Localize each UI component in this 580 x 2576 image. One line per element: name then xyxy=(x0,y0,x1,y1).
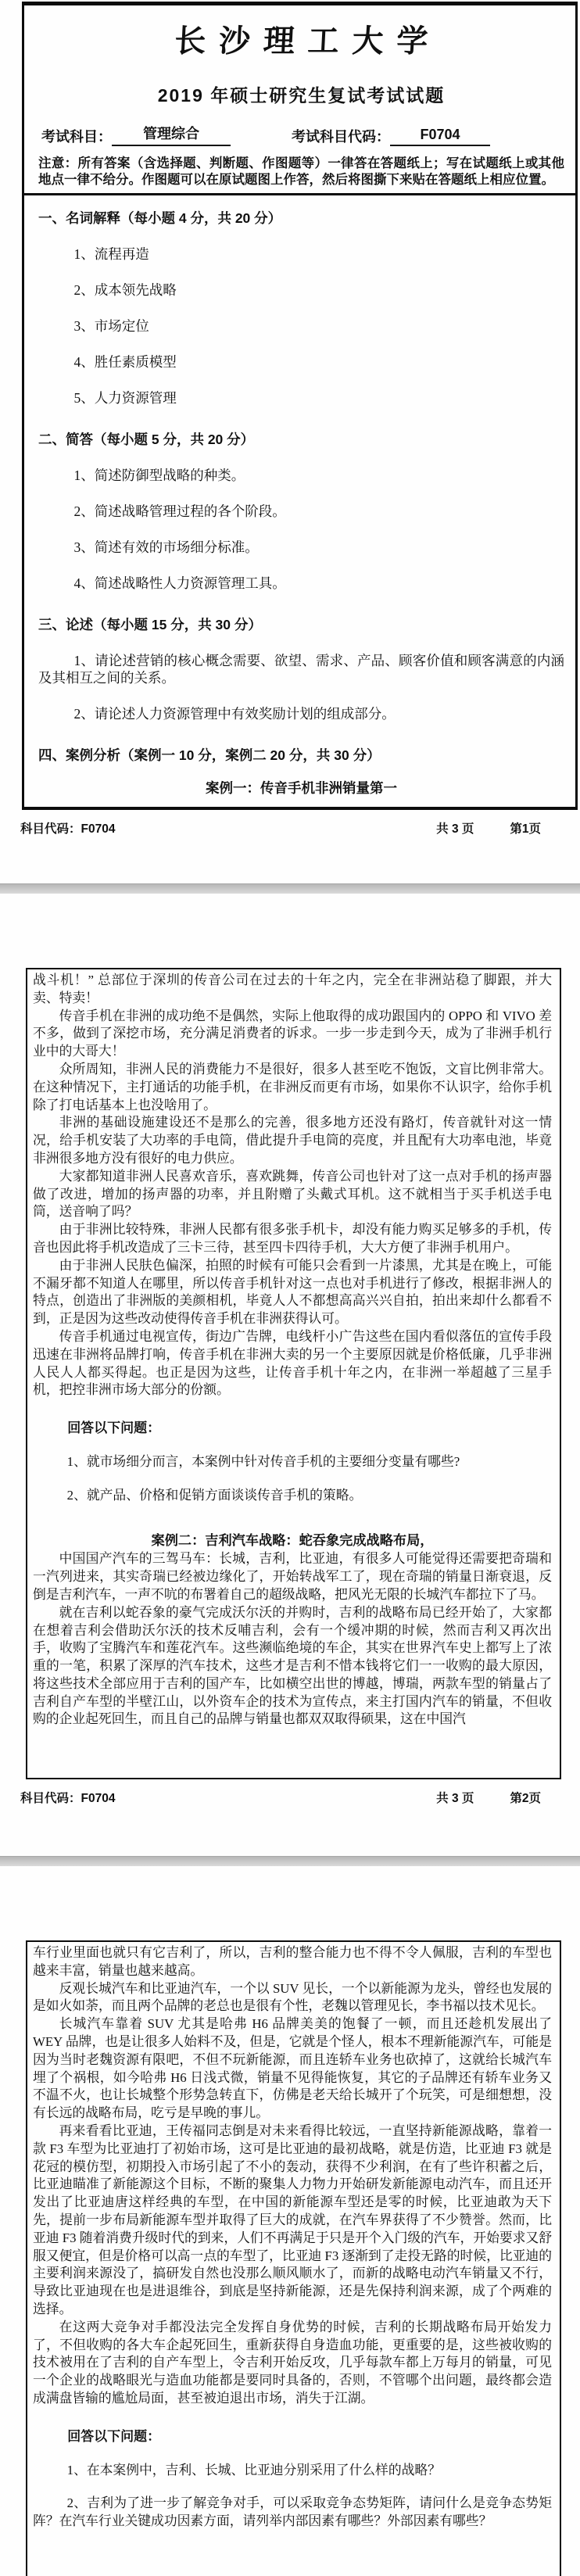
footer-pagination xyxy=(436,819,541,837)
exam-title: 2019 年硕士研究生复试考试试题 xyxy=(157,85,446,106)
case-paragraph: 战斗机！” 总部位于深圳的传音公司在过去的十年之内，完全在非洲站稳了脚跟，并大卖、特卖！ xyxy=(33,973,552,1005)
question-item: 1、流程再造 xyxy=(73,246,149,262)
subject-value: 管理综合 xyxy=(112,123,231,146)
question-item: 1、请论述营销的核心概念需要、欲望、需求、产品、顾客价值和顾客满意的内涵及其相互之间的关系。 xyxy=(38,653,564,686)
question-item: 1、简述防御型战略的种类。 xyxy=(73,468,245,483)
question-item: 2、简述战略管理过程的各个阶段。 xyxy=(73,503,286,519)
subject-code-label: 考试科目代码： xyxy=(292,129,390,145)
section1-items xyxy=(38,245,564,407)
page1-border-frame xyxy=(22,2,578,810)
case-paragraph: 传音手机通过电视宣传，街边广告牌，电线杆小广告这些在国内看似落伍的宣传手段迅速在非洲将品牌打响，传音手机在非洲大卖的另一个主要原因就是价格低廉，几乎非洲人民人人都买得起。也正是因为这些，让传音手机十年之内，在非洲一举超越了三星手机，把控非洲市场大部分的份额。 xyxy=(33,1328,552,1398)
case-paragraph: 传音手机在非洲的成功绝不是偶然，实际上他取得的成功跟国内的 OPPO 和 VIVO 差不多，做到了深挖市场，充分满足消费者的诉求。一步一步走到今天，成为了非洲手机行业中的大哥大！ xyxy=(33,1008,552,1059)
case-paragraph: 由于非洲人民肤色偏深，拍照的时候有可能只会看到一片漆黑，尤其是在晚上，可能不漏牙都不知道人在哪里，所以传音手机针对这一点也对手机进行了修改，根据非洲人的特点，创造出了非洲版的美颜相机，毕竟人人不都想高高兴兴自拍，拍出来却什么都看不到，正是因为这些改动使得传音手机在非洲获得认可。 xyxy=(33,1257,552,1327)
subject-row xyxy=(41,123,564,146)
case1-body xyxy=(33,972,552,1399)
exam-notice: 注意：所有答案（含选择题、判断题、作图题等）一律答在答题纸上；写在试题纸上或其他地点一律不给分。作图题可以在原试题图上作答，然后将图撕下来贴在答题纸上相应位置。 xyxy=(38,156,564,187)
university-title: 长沙理工大学 xyxy=(174,23,442,59)
footer-page-number: 第2页 xyxy=(510,1792,541,1805)
section2-items xyxy=(38,467,564,592)
case-paragraph: 由于非洲比较特殊，非洲人民都有很多张手机卡，却没有能力购买足够多的手机，传音也因此将手机改造成了三卡三待，甚至四卡四待手机，大大方便了非洲手机用户。 xyxy=(33,1222,552,1255)
header-divider xyxy=(24,193,575,195)
footer-page-number: 第1页 xyxy=(510,822,541,836)
question-item: 5、人力资源管理 xyxy=(73,390,177,406)
case-paragraph: 在这两大竞争对手都没法完全发挥自身优势的时候，吉利的长期战略布局开始发力了，不但收购的各大车企起死回生，重新获得自身造血功能，更重要的是，这些被收购的技术被用在了吉利的自产车型上，令吉利开始反攻，几乎每款车都上万每月的销量，可见一个企业的战略眼光与造血功能都是要同时具备的，否则，不管哪个出问题，最终都会造成满盘皆输的尴尬局面，甚至被迫退出市场，消失于江湖。 xyxy=(33,2319,552,2406)
case-paragraph: 长城汽车靠着 SUV 尤其是哈弗 H6 品牌美美的饱餐了一顿，而且还趁机发展出了 WEY 品牌，也是让很多人始料不及，但是，它就是个怪人，根本不理新能源汽车，可能是因为当时老魏资源有限吧，不但不玩新能源，而且连轿车业务也砍掉了，这就给长城汽车埋了个祸根，如今哈弗 H6 日浅式微，销量不见得能恢复，其它的子品牌还有轿车业务又不温不火，也让长城整个形势急转直下，仿佛是老天给长城开了个玩笑，可是细想想，没有长远的战略布局，吃亏是早晚的事儿。 xyxy=(33,2016,552,2121)
case1-questions xyxy=(33,1453,552,1505)
page-separator-band xyxy=(0,883,580,894)
case2-body-continued xyxy=(33,1944,552,2408)
case-paragraph: 非洲的基础设施建设还不是那么的完善，很多地方还没有路灯，传音就针对这一情况，给手机安装了大功率的手电筒，借此提升手电筒的亮度，并且配有大功率电池，毕竟非洲很多地方没有很好的电力供应。 xyxy=(33,1115,552,1166)
case2-title: 案例二：吉利汽车战略：蛇吞象完成战略布局， xyxy=(151,1532,434,1548)
case-question: 2、吉利为了进一步了解竞争对手，可以采取竞争态势矩阵，请问什么是竞争态势矩阵？在汽车行业关键成功因素方面，请列举内部因素有哪些？外部因素有哪些？ xyxy=(33,2495,552,2529)
page2-footer xyxy=(20,1789,541,1806)
question-item: 2、请论述人力资源管理中有效奖励计划的组成部分。 xyxy=(73,706,396,722)
section4-heading: 四、案例分析（案例一 10 分，案例二 20 分，共 30 分） xyxy=(38,747,381,763)
exam-page-3 xyxy=(0,1866,580,2576)
question-item: 4、胜任素质模型 xyxy=(73,354,177,370)
subject-label: 考试科目： xyxy=(41,129,112,145)
section1-heading: 一、名词解释（每小题 4 分，共 20 分） xyxy=(38,210,282,226)
case-paragraph: 反观长城汽车和比亚迪汽车，一个以 SUV 见长，一个以新能源为龙头，曾经也发展的是如火如荼，而且两个品牌的老总也是很有个性，老魏以管理见长，李书福以技术见长。 xyxy=(33,1980,552,2014)
case2-questions xyxy=(33,2462,552,2531)
question-item: 4、简述战略性人力资源管理工具。 xyxy=(73,575,286,591)
case-paragraph: 车行业里面也就只有它吉利了，所以，吉利的整合能力也不得不令人佩服，吉利的车型也越来丰富，销量也越来越高。 xyxy=(33,1945,552,1978)
case1-intro-paragraph xyxy=(38,808,564,810)
page2-border-frame xyxy=(26,968,561,1779)
exam-page-1 xyxy=(0,0,580,883)
footer-subject-code: 科目代码：F0704 xyxy=(20,1792,116,1805)
section3-items xyxy=(38,652,564,722)
case-question: 2、就产品、价格和促销方面谈谈传音手机的策略。 xyxy=(66,1487,363,1503)
page3-border-frame xyxy=(26,1940,561,2576)
case-question: 1、在本案例中，吉利、长城、比亚迪分别采用了什么样的战略？ xyxy=(66,2462,441,2477)
case-paragraph: 就在吉利以蛇吞象的豪气完成沃尔沃的并购时，吉利的战略布局已经开始了，大家都在想着吉利会借助沃尔沃的技术反哺吉利，会有一个缓冲期的时候，然而吉利又再次出手，收购了宝腾汽车和莲花汽车。这些濒临绝境的车企，其实在世界汽车史上都写上了浓重的一笔，积累了深厚的汽车技术，这些才是吉利不惜本钱将它们一一收购的最大原因，将这些技术全部应用于吉利的国产车，比如横空出世的博越，博瑞，两款车型的销量占了吉利自产车型的半壁江山，以外资车企的技术为宣传点，来主打国内汽车的销量，不但收购的企业起死回生，而且自己的品牌与销量也都双双取得硕果，这在中国汽 xyxy=(33,1604,552,1727)
case2-body xyxy=(33,1550,552,1729)
footer-total-pages: 共 3 页 xyxy=(436,822,474,836)
section3-heading: 三、论述（每小题 15 分，共 30 分） xyxy=(38,617,262,632)
case-question: 1、就市场细分而言，本案例中针对传音手机的主要细分变量有哪些? xyxy=(66,1453,460,1469)
case-paragraph: 中国国产汽车的三驾马车：长城，吉利，比亚迪，有很多人可能觉得还需要把奇瑞和一汽列进来，其实奇瑞已经被边缘化了，开始转战军工了，现在奇瑞的销量日渐衰退，反倒是吉利汽车，一声不吭的布署着自己的超级战略，把风光无限的长城汽车都拉下了马。 xyxy=(33,1551,552,1602)
question-item: 3、市场定位 xyxy=(73,318,149,334)
page-separator-band xyxy=(0,1856,580,1866)
exam-page-2 xyxy=(0,894,580,1856)
question-item: 2、成本领先战略 xyxy=(73,282,177,298)
case-paragraph: 再来看看比亚迪，王传福同志倒是对未来看得比较远，一直坚持新能源战略，靠着一款 F3 车型为比亚迪打了初始市场，这可是比亚迪的最初战略，就是仿造，比亚迪 F3 就是花冠的模仿型，初期投入市场引起了不小的轰动，获得不少利润，在有了些许积蓄之后，比亚迪瞄准了新能源这个目标，不断的聚集人力物力开始研发新能源电动汽车，而且还开发出了比亚迪唐这样经典的车型，在中国的新能源车型还是零的时候，比亚迪敢为天下先，提前一步布局新能源车型并取得了巨大的成就，在汽车界获得了不少赞誉。然而，比亚迪 F3 随着消费升级时代的到来，人们不再满足于只是开个入门级的汽车，开始要求又舒服又便宜，但是价格可以高一点的车型了，比亚迪 F3 逐渐到了走投无路的时候，比亚迪的主要利润来源没了，搞研发自然也没那么顺风顺水了，而新的战略电动汽车销量又不行，导致比亚迪现在也是进退维谷，到底是坚持新能源，还是先保持利润来源，成了个两难的选择。 xyxy=(33,2123,552,2316)
case-paragraph: 众所周知，非洲人民的消费能力不是很好，很多人甚至吃不饱饭，文盲比例非常大。在这种情况下，主打通话的功能手机，在非洲反而更有市场，如果你不认识字，给你手机除了打电话基本上也没啥用了。 xyxy=(33,1061,552,1112)
footer-total-pages: 共 3 页 xyxy=(436,1792,474,1805)
case1-title: 案例一：传音手机非洲销量第一 xyxy=(206,780,397,796)
section2-heading: 二、简答（每小题 5 分，共 20 分） xyxy=(38,432,255,447)
subject-code-value: F0704 xyxy=(390,127,490,146)
case-paragraph: 大家都知道非洲人民喜欢音乐，喜欢跳舞，传音公司也针对了这一点对手机的扬声器做了改进，增加的扬声器的功率，并且附赠了头戴式耳机。这不就相当于买手机送手电筒，送音响了吗？ xyxy=(33,1168,552,1220)
case1-answer-label: 回答以下问题： xyxy=(67,1421,161,1436)
page1-footer xyxy=(20,819,541,837)
subject-code-field xyxy=(292,126,490,146)
case2-answer-label: 回答以下问题： xyxy=(67,2428,161,2444)
footer-subject-code: 科目代码：F0704 xyxy=(20,822,116,836)
question-item: 3、简述有效的市场细分标准。 xyxy=(73,539,259,555)
footer-pagination xyxy=(436,1789,541,1806)
subject-field xyxy=(41,123,231,146)
